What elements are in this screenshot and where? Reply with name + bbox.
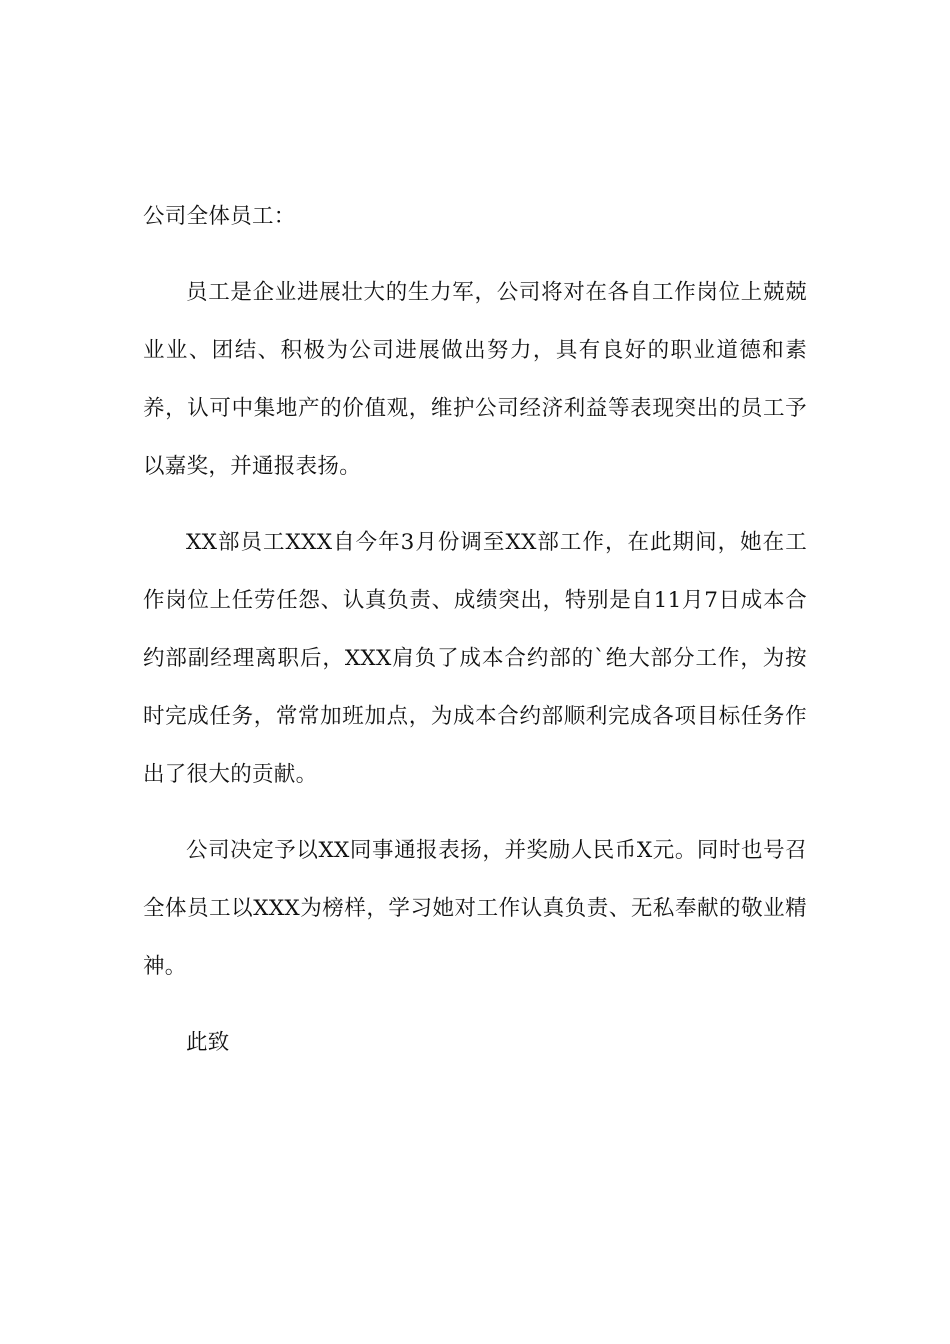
letter-body	[143, 188, 807, 1072]
salutation: 公司全体员工：	[143, 204, 296, 229]
closing: 此致	[186, 1030, 230, 1055]
paragraph-employee-deeds: XX部员工XXX自今年3月份调至XX部工作，在此期间，她在工作岗位上任劳任怨、认真负责、成绩突出，特别是自11月7日成本合约部副经理离职后，XXX肩负了成本合约部的`绝大部分工作，为按时完成任务，常常加班加点，为成本合约部顺利完成各项目标任务作出了很大的贡献。	[143, 530, 807, 787]
paragraph-intro: 员工是企业进展壮大的生力军，公司将对在各自工作岗位上兢兢业业、团结、积极为公司进展做出努力，具有良好的职业道德和素养，认可中集地产的价值观，维护公司经济利益等表现突出的员工予以嘉奖，并通报表扬。	[143, 280, 807, 479]
paragraph-decision: 公司决定予以XX同事通报表扬，并奖励人民币X元。同时也号召全体员工以XXX为榜样，学习她对工作认真负责、无私奉献的敬业精神。	[143, 838, 807, 979]
